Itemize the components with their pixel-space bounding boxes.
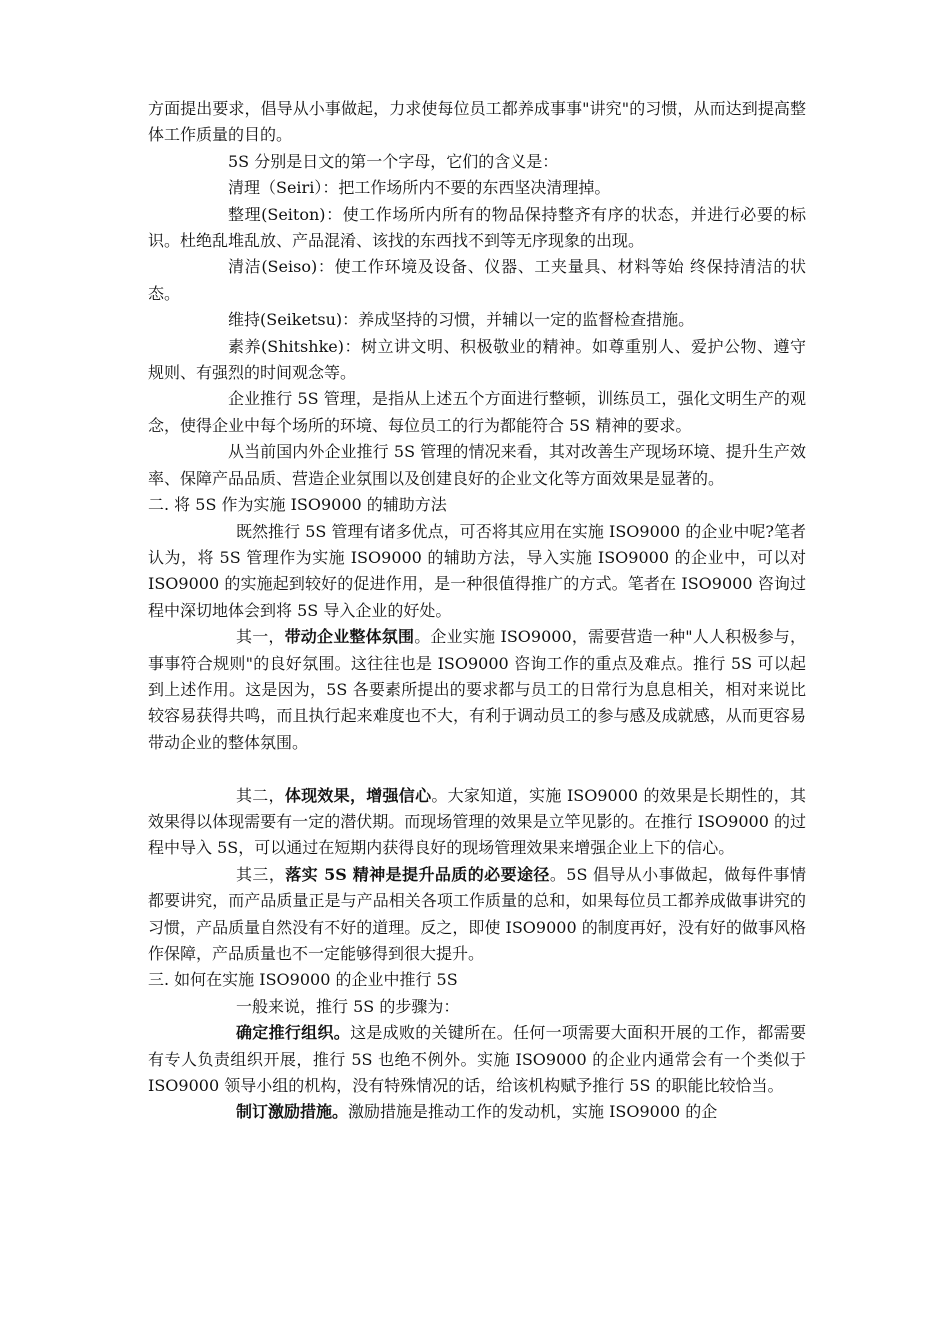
paragraph-seiso: 清洁(Seiso)：使工作环境及设备、仪器、工夹量具、材料等始 终保持清洁的状态。 — [148, 257, 806, 303]
second-point-emphasis: 体现效果，增强信心 — [284, 785, 432, 805]
section-heading-two: 二. 将 5S 作为实施 ISO9000 的辅助方法 — [148, 495, 447, 515]
paragraph-seiri: 清理（Seiri）：把工作场所内不要的东西坚决清理掉。 — [228, 178, 611, 198]
paragraph-shitshke: 素养(Shitshke)：树立讲文明、积极敬业的精神。如尊重别人、爱护公物、遵守规则、有强烈的时间观念等。 — [148, 336, 806, 383]
paragraph-third-point — [148, 862, 806, 968]
third-point-text: 。5S 倡导从小事做起，做每件事情都要讲究，而产品质量正是与产品相关各项工作质量的总和，如果每位员工都养成做事讲究的习惯，产品质量自然没有不好的道理。反之，即使 ISO9000 的制度再好，没有好的做事风格作保障，产品质量也不一定能够得到很大提升。 — [148, 864, 806, 963]
section-heading-three: 三. 如何在实施 ISO9000 的企业中推行 5S — [148, 970, 458, 990]
document-body — [148, 96, 806, 1126]
paragraph-incentive — [148, 1099, 806, 1125]
paragraph-second-point — [148, 783, 806, 862]
paragraph-enterprise-5s: 企业推行 5S 管理，是指从上述五个方面进行整顿，训练员工，强化文明生产的观念，使得企业中每个场所的环境、每位员工的行为都能符合 5S 精神的要求。 — [148, 389, 806, 435]
second-point-text: 。大家知道，实施 ISO9000 的效果是长期性的，其效果得以体现需要有一定的潜伏期。而现场管理的效果是立竿见影的。在推行 ISO9000 的过程中导入 5S，可以通过在短期内获得良好的现场管理效果来增强企业上下的信心。 — [148, 785, 806, 858]
organization-emphasis: 确定推行组织。 — [236, 1023, 351, 1043]
second-point-lead: 其二， — [236, 785, 285, 805]
paragraph-steps-intro: 一般来说，推行 5S 的步骤为： — [236, 996, 460, 1016]
organization-text: 这是成败的关键所在。任何一项需要大面积开展的工作，都需要有专人负责组织开展，推行 5S 也绝不例外。实施 ISO9000 的企业内通常会有一个类似于 ISO9000 领导小组的机构，没有特殊情况的话，给该机构赋予推行 5S 的职能比较恰当。 — [148, 1023, 806, 1096]
paragraph-first-point — [148, 624, 806, 756]
blank-line — [148, 756, 806, 782]
third-point-emphasis: 落实 5S 精神是提升品质的必要途径 — [285, 864, 550, 884]
paragraph-organization — [148, 1020, 806, 1099]
incentive-emphasis: 制订激励措施。 — [236, 1102, 349, 1122]
paragraph-5s-definition: 5S 分别是日文的第一个字母，它们的含义是： — [228, 151, 559, 171]
first-point-text: 。企业实施 ISO9000，需要营造一种"人人积极参与，事事符合规则"的良好氛围。这往往也是 ISO9000 咨询工作的重点及难点。推行 5S 可以起到上述作用。这是因为，5S 各要素所提出的要求都与员工的日常行为息息相关，相对来说比较容易获得共鸣，而且执行起来难度也不大，有利于调动员工的参与感及成就感，从而更容易带动企业的整体氛围。 — [148, 627, 806, 752]
paragraph-seiketsu: 维持(Seiketsu)：养成坚持的习惯，并辅以一定的监督检查措施。 — [228, 310, 695, 330]
paragraph-since-5s: 既然推行 5S 管理有诸多优点，可否将其应用在实施 ISO9000 的企业中呢?笔者认为，将 5S 管理作为实施 ISO9000 的辅助方法，导入实施 ISO9000 的企业中，可以对 ISO9000 的实施起到较好的促进作用，是一种很值得推广的方式。笔者在 ISO9000 咨询过程中深切地体会到将 5S 导入企业的好处。 — [148, 521, 806, 620]
incentive-text: 激励措施是推动工作的发动机，实施 ISO9000 的企 — [348, 1102, 718, 1122]
paragraph-seiton: 整理(Seiton)：使工作场所内所有的物品保持整齐有序的状态，并进行必要的标识。杜绝乱堆乱放、产品混淆、该找的东西找不到等无序现象的出现。 — [148, 204, 806, 251]
first-point-lead: 其一， — [236, 627, 285, 647]
paragraph-intro-continuation: 方面提出要求，倡导从小事做起，力求使每位员工都养成事事"讲究"的习惯，从而达到提高整体工作质量的目的。 — [148, 99, 806, 145]
paragraph-5s-effect: 从当前国内外企业推行 5S 管理的情况来看，其对改善生产现场环境、提升生产效率、保障产品品质、营造企业氛围以及创建良好的企业文化等方面效果是显著的。 — [148, 442, 806, 488]
first-point-emphasis: 带动企业整体氛围 — [284, 627, 415, 647]
third-point-lead: 其三， — [236, 864, 286, 884]
